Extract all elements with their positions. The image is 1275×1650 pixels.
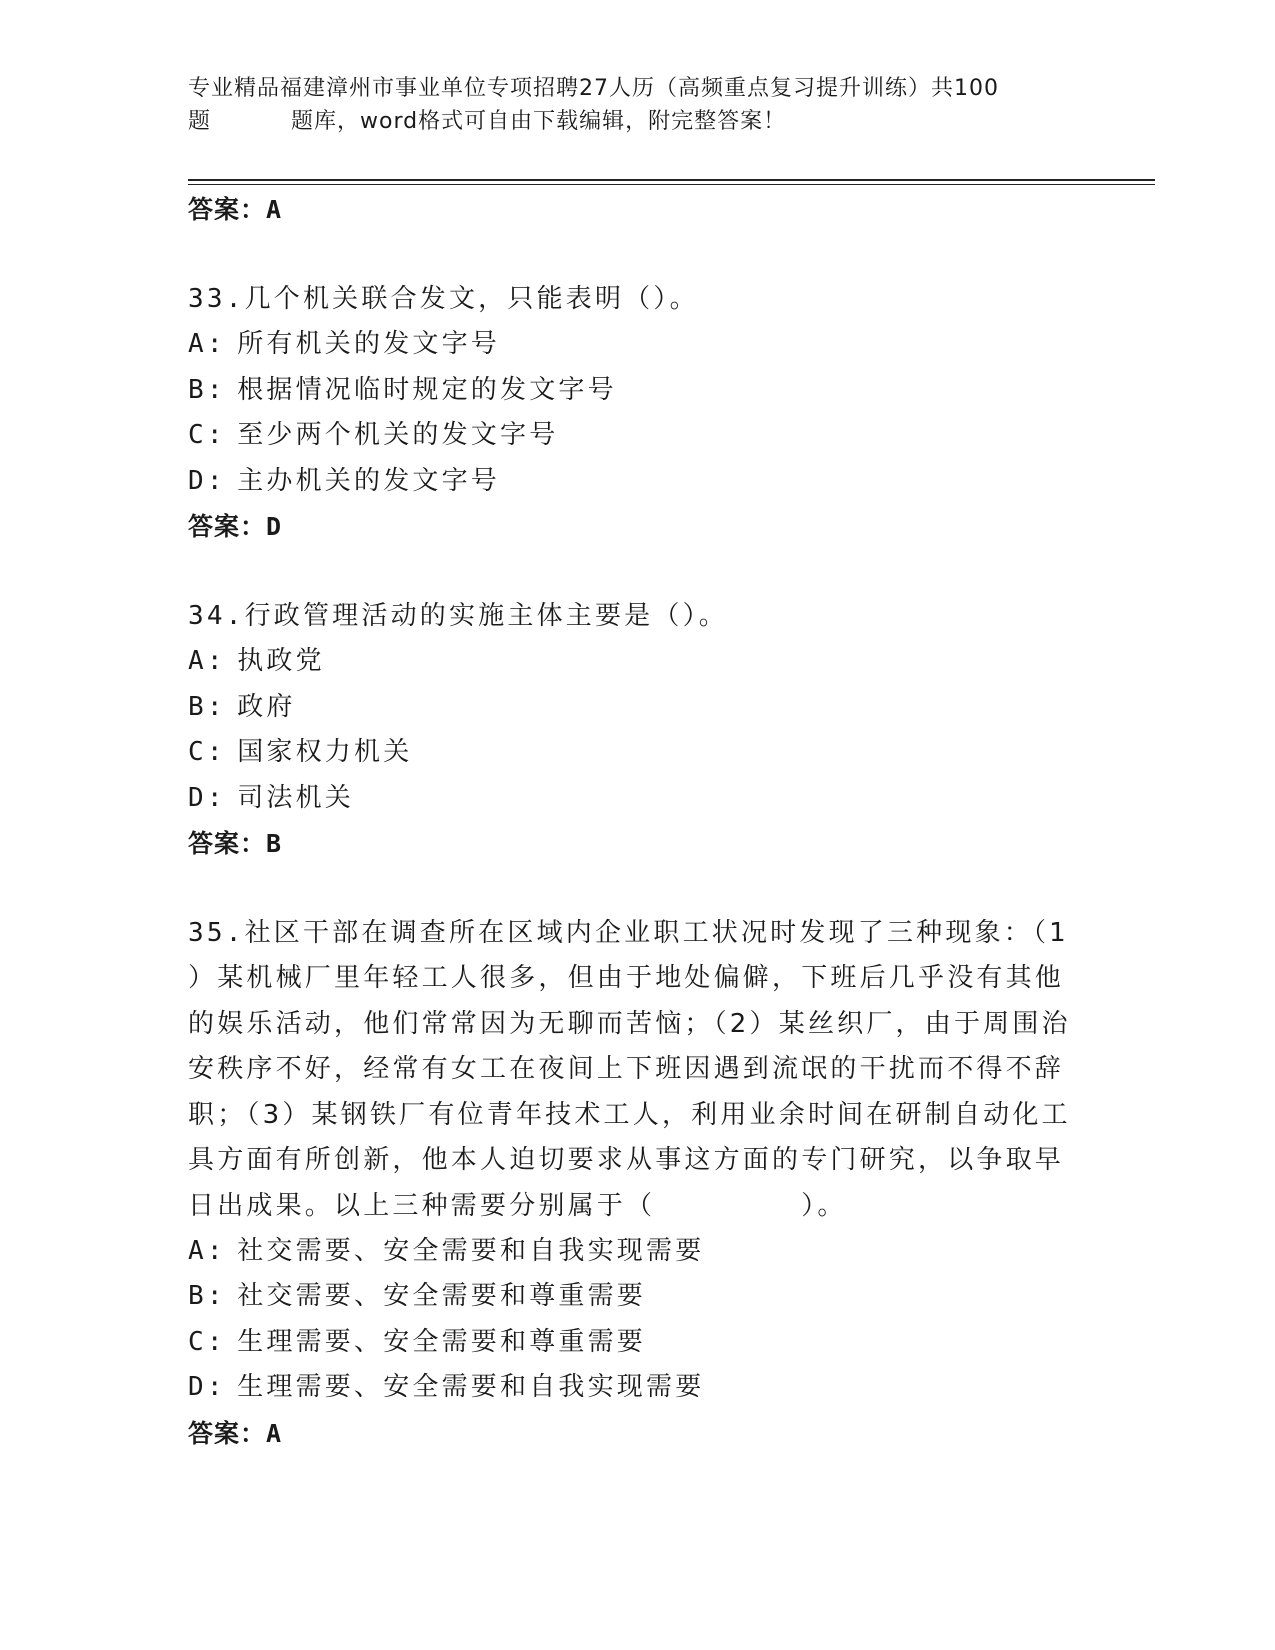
answer-value: A bbox=[266, 1418, 283, 1448]
option-text: 生理需要、安全需要和尊重需要 bbox=[237, 1326, 646, 1357]
option-text: 社交需要、安全需要和自我实现需要 bbox=[237, 1235, 705, 1266]
option-a bbox=[188, 1229, 1083, 1274]
option-text: 政府 bbox=[237, 691, 296, 722]
question-text: 社区干部在调查所在区域内企业职工状况时发现了三种现象：（1 bbox=[244, 918, 1069, 949]
answer-value: A bbox=[266, 195, 283, 224]
option-text: 至少两个机关的发文字号 bbox=[237, 420, 559, 451]
question-text: 几个机关联合发文，只能表明（）。 bbox=[244, 284, 699, 314]
document-header bbox=[188, 72, 1068, 138]
option-b bbox=[188, 685, 1083, 730]
option-letter: A: bbox=[188, 646, 226, 677]
answer-line bbox=[188, 821, 1083, 867]
question-stem-line bbox=[188, 911, 1083, 956]
option-letter: A: bbox=[188, 1235, 226, 1266]
option-c bbox=[188, 1320, 1083, 1365]
option-letter: C: bbox=[188, 737, 226, 768]
header-subtitle: 题库，word格式可自由下载编辑，附完整答案！ bbox=[291, 109, 787, 134]
option-letter: B: bbox=[188, 691, 226, 722]
option-letter: C: bbox=[188, 1326, 226, 1357]
option-letter: B: bbox=[188, 374, 226, 405]
question-34 bbox=[188, 594, 1083, 867]
header-title-line-1: 专业精品福建漳州市事业单位专项招聘27人历（高频重点复习提升训练）共100 bbox=[188, 76, 999, 101]
answer-line bbox=[188, 1411, 1083, 1457]
option-text: 社交需要、安全需要和尊重需要 bbox=[237, 1281, 646, 1312]
option-text: 国家权力机关 bbox=[237, 737, 413, 768]
option-letter: D: bbox=[188, 1372, 226, 1403]
option-text: 司法机关 bbox=[237, 782, 354, 813]
header-title-fragment: 题 bbox=[188, 109, 212, 134]
option-letter: A: bbox=[188, 329, 226, 360]
header-title-line-2 bbox=[188, 105, 1068, 138]
option-d bbox=[188, 459, 1083, 504]
question-number: 33. bbox=[188, 284, 245, 314]
question-33 bbox=[188, 277, 1083, 550]
question-stem-line: 职；（3）某钢铁厂有位青年技术工人，利用业余时间在研制自动化工 bbox=[188, 1099, 1071, 1130]
question-content bbox=[188, 187, 1083, 1457]
question-stem bbox=[188, 277, 1083, 322]
answer-value: B bbox=[266, 829, 283, 859]
answer-label: 答案： bbox=[188, 512, 267, 542]
option-d bbox=[188, 1365, 1083, 1410]
option-c bbox=[188, 413, 1083, 458]
option-a bbox=[188, 322, 1083, 367]
option-a bbox=[188, 639, 1083, 684]
option-letter: D: bbox=[188, 782, 226, 813]
question-stem bbox=[188, 911, 1083, 1229]
answer-value: D bbox=[266, 512, 283, 542]
question-number: 34. bbox=[188, 601, 245, 632]
header-divider-thin bbox=[188, 184, 1155, 185]
question-stem-line: 具方面有所创新，他本人迫切要求从事这方面的专门研究，以争取早 bbox=[188, 1145, 1065, 1176]
option-d bbox=[188, 776, 1083, 821]
question-stem-line: 的娱乐活动，他们常常因为无聊而苦恼；（2）某丝织厂，由于周围治 bbox=[188, 1008, 1071, 1039]
answer-line-32 bbox=[188, 187, 1083, 233]
option-letter: C: bbox=[188, 420, 226, 451]
header-divider-thick bbox=[188, 179, 1155, 181]
option-text: 主办机关的发文字号 bbox=[237, 465, 500, 496]
option-text: 根据情况临时规定的发文字号 bbox=[237, 374, 617, 405]
answer-label: 答案： bbox=[188, 195, 267, 224]
question-35 bbox=[188, 911, 1083, 1456]
option-text: 所有机关的发文字号 bbox=[237, 329, 500, 360]
option-letter: B: bbox=[188, 1281, 226, 1312]
option-b bbox=[188, 368, 1083, 413]
answer-line bbox=[188, 504, 1083, 550]
question-stem bbox=[188, 594, 1083, 639]
option-text: 执政党 bbox=[237, 646, 325, 677]
question-text: 行政管理活动的实施主体主要是（）。 bbox=[244, 601, 728, 632]
question-stem-line: ）某机械厂里年轻工人很多，但由于地处偏僻，下班后几乎没有其他 bbox=[188, 963, 1065, 994]
option-b bbox=[188, 1274, 1083, 1319]
question-stem-line: 安秩序不好，经常有女工在夜间上下班因遇到流氓的干扰而不得不辞 bbox=[188, 1054, 1065, 1085]
answer-label: 答案： bbox=[188, 1418, 267, 1448]
question-stem-line: 日出成果。以上三种需要分别属于（ ）。 bbox=[188, 1190, 847, 1221]
option-c bbox=[188, 730, 1083, 775]
option-text: 生理需要、安全需要和自我实现需要 bbox=[237, 1372, 705, 1403]
answer-label: 答案： bbox=[188, 829, 267, 859]
question-number: 35. bbox=[188, 918, 245, 949]
option-letter: D: bbox=[188, 465, 226, 496]
